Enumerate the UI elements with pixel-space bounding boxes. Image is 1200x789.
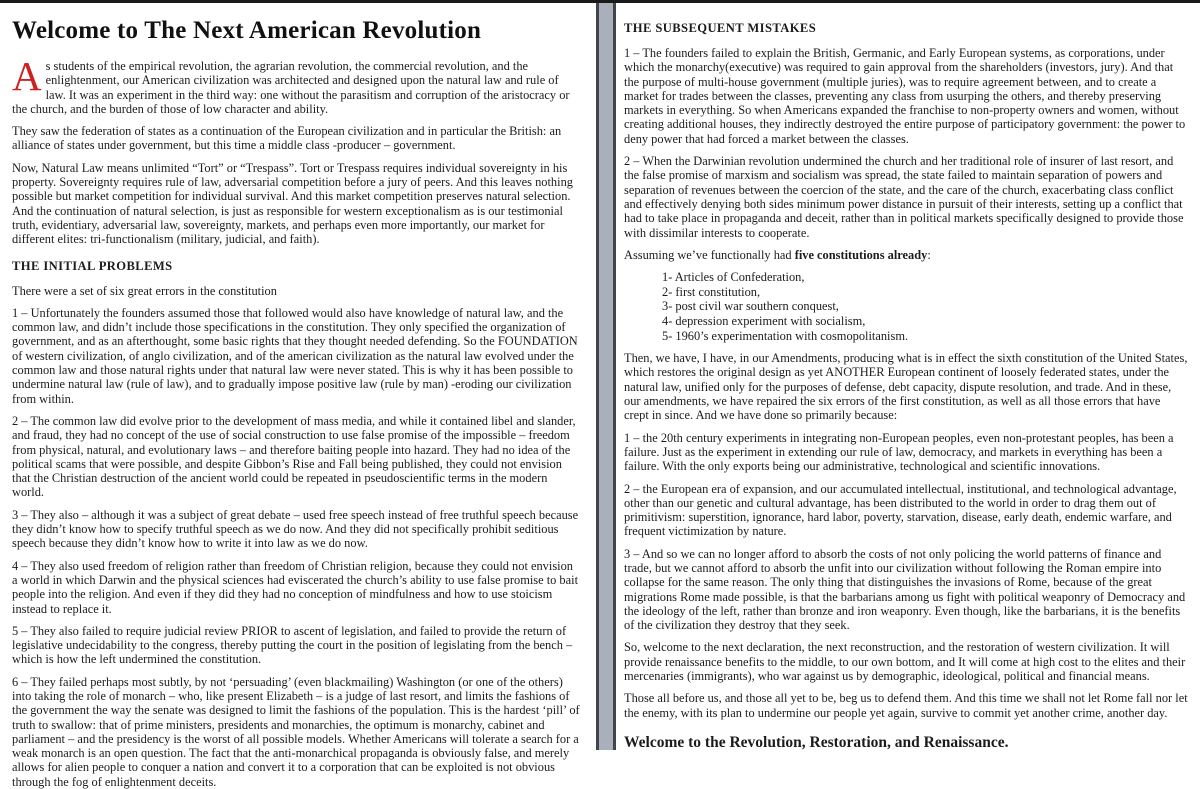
because-item-1: 1 – the 20th century experiments in integrating non-European peoples, even non-protestant peoples, has been a failure. Just as the experiment in extending our rule of law, democracy, and markets in everything has been a failure. With the only exports being our administrative, technological and scientific innovations. [624, 430, 1174, 474]
assuming-bold: five constitutions already [794, 247, 928, 262]
paragraph-then-amendments: Then, we have, I have, in our Amendments, producing what is in effect the sixth constitution of the United States, which restores the original design as yet ANOTHER European continent of loosely federated states, under the natural law, unified only for the purposes of defense, debt capacity, dispute resolution, and trade. And in these, our amendments, we have repaired the six errors of the first constitution, as well as all those errors that have crept in since. And we have done so primarily because: [624, 351, 1188, 423]
document-title: Welcome to The Next American Revolution [12, 17, 482, 44]
assuming-suffix: : [927, 247, 931, 262]
constitution-item-3: 3- post civil war southern conquest, [662, 299, 839, 314]
error-item-3: 3 – They also – although it was a subject of great debate – used free speech instead of free truthful speech because they didn’t know how to specify truthful speech as we do now. And they did not specifically prohibit seditious speech because they didn’t know how to write it into law as we do now. [12, 507, 579, 551]
heading-subsequent-mistakes: THE SUBSEQUENT MISTAKES [624, 21, 817, 35]
paragraph-natural-law: Now, Natural Law means unlimited “Tort” or “Trespass”. Tort or Trespass requires individual sovereignty in his property. Sovereignty requires rule of law, adversarial competition before a jury of peers. And this leaves nothing possible but market competition for individual survival. And this market competition preserves natural selection. And the continuation of natural selection, is just as responsible for western exceptionalism as is our testimonial truth, evidentiary, adversarial law, sovereignty, markets, and perhaps even more importantly, our market for different elites: tri-functionalism (military, judicial, and faith). [12, 160, 573, 247]
error-item-5: 5 – They also failed to require judicial review PRIOR to ascent of legislation, and failed to provide the return of legislative undecidability to the congress, thereby putting the court in the position of legislating from the bench – which is how the left undermined the constitution. [12, 623, 573, 667]
drop-cap-letter: A [12, 53, 42, 99]
mistake-item-1: 1 – The founders failed to explain the British, Germanic, and Early European systems, as corporations, under which the monarchy(executive) was required to gain approval from the shareholders (investors, jury). And that the purpose of multi-house government (multiple juries), was to require agreement between, and to create a market for trades between the classes, preventing any class from usurping the others, and thereby preserving markets in everything. So when Americans expanded the franchise to non-property owners and women, without creating additional houses, they indirectly destroyed the entire purpose of participatory government: the power to deny power that had forced a market between the classes. [624, 46, 1186, 146]
intro-paragraph [12, 53, 580, 116]
heading-initial-problems: THE INITIAL PROBLEMS [12, 258, 173, 273]
constitution-item-5: 5- 1960’s experimentation with cosmopolitanism. [662, 328, 909, 343]
error-item-1: 1 – Unfortunately the founders assumed those that followed would also have knowledge of natural law, and the common law, and didn’t include those specifications in the constitution. They only specified the organization of government, and as an afterthought, some basic rights that they thought needed defending. So the FOUNDATION of western civilization, of anglo civilization, and of the american civilization as the natural law evolved under the common law and those natural rights under that natural law were never stated. This is why it has been possible to undermine natural law (rule of law), and to gradually impose positive law (rule by man) -eroding our civilization from within. [12, 305, 578, 406]
page-divider [596, 3, 616, 750]
constitutions-list [662, 270, 1188, 343]
constitution-item-4: 4- depression experiment with socialism, [662, 313, 866, 328]
right-column [616, 3, 1200, 755]
assuming-line [624, 248, 1188, 262]
mistake-item-2: 2 – When the Darwinian revolution undermined the church and her traditional role of insurer of last resort, and the false promise of marxism and socialism was spread, the state failed to maintain separation of powers and separation of revenues between the coercion of the state, and the care of the church, exacerbating class conflict and effectively denying both sides minimum power distance in pursuit of their interests, setting up a conflict that had to take place in propaganda and deceit, rather than in political markets specifically designed to provide those with dissimilar interests to cooperate. [624, 154, 1184, 240]
paragraph-federation: They saw the federation of states as a continuation of the European civilization and in particular the British: an alliance of states under government, but this time a middle class -producer – government. [12, 124, 562, 153]
because-item-2: 2 – the European era of expansion, and our accumulated intellectual, institutional, and technological advantage, other than our genetic and cultural advantage, has been distributed to the world in order to drag them out of primitivism: superstition, ignorance, hard labor, poverty, starvation, disease, early death, endemic warfare, and frequent victimization by nature. [624, 481, 1177, 539]
error-item-6: 6 – They failed perhaps most subtly, by not ‘persuading’ (even blackmailing) Washington (or one of the others) into taking the role of monarch – who, like present Elizabeth – is a judge of last resort, and limits the fashions of the government the way the senate was designed to limit the fashions of the population. This is the hardest ‘pill’ of truth to swallow: that of prime ministers, presidents and monarchies, the optimum is monarchy, cabinet and parliament – and the presidency is the worst of all possible models. Whether Americans will tolerate a search for a weak monarch is an open question. The fact that the anti-monarchical propaganda is obviously false, and merely allows for alien people to conquer a nation and convert it to a corporation that can be exploited is not obvious through the fog of enlightenment deceits. [12, 674, 580, 789]
assuming-prefix: Assuming we’ve functionally had [624, 247, 795, 262]
left-column [0, 3, 596, 789]
paragraph-so-welcome: So, welcome to the next declaration, the next reconstruction, and the restoration of western civilization. It will provide renaissance benefits to the middle, to our own bottom, and It will come at high cost to the elites and their mercenaries (immigrants), who war against us by demographic, ideological, political and financial means. [624, 640, 1186, 684]
intro-paragraph-text: s students of the empirical revolution, the agrarian revolution, the commercial revolution, and the enlightenment, our American civilization was architected and designed upon the natural law and rule of law. It was an experiment in the third way: one without the parasitism and corruption of the aristocracy or the church, and the burden of those of low character and ability. [12, 59, 570, 116]
because-item-3: 3 – And so we can no longer afford to absorb the costs of not only policing the world patterns of finance and trade, but we cannot afford to absorb the unfit into our civilization without following the Roman empire into collapse for the same reason. The only thing that distinguishes the invasions of Rome, because of the great migrations Rome made possible, is that the barbarians among us fight with political weaponry of Democracy and the ideology of the left, rather than bronze and iron weaponry. Even though, like the barbarians, it is the benefits of the civilization they destroy that they seek. [624, 546, 1186, 633]
error-item-4: 4 – They also used freedom of religion rather than freedom of Christian religion, because they could not envision a world in which Darwin and the physical sciences had eviscerated the church’s ability to use false promise to bait people into the religion. And even if they did they had no conception of mindfulness and how to use stoicism instead to replace it. [12, 558, 579, 616]
closing-heading: Welcome to the Revolution, Restoration, and Renaissance. [624, 733, 1009, 751]
error-item-2: 2 – The common law did evolve prior to the development of mass media, and while it contained libel and slander, and fraud, they had no concept of the use of social construction to use false promise of the impossible – freedom from physical, natural, and evolutionary laws – and therefore baiting people into hazard. They had no idea of the political scams that were possible, and despite Gibbon’s Rise and Fall being published, they could not envision that the Christian destruction of the ancient world could be repeated in pseudoscientific terms in the modern world. [12, 413, 576, 500]
constitution-item-1: 1- Articles of Confederation, [662, 270, 805, 285]
paragraph-those-before: Those all before us, and those all yet to be, beg us to defend them. And this time we shall not let Rome fall nor let the enemy, with its plan to undermine our people yet again, survive to commit yet another crime, another day. [624, 691, 1188, 720]
errors-intro: There were a set of six great errors in the constitution [12, 283, 277, 298]
constitution-item-2: 2- first constitution, [662, 284, 761, 299]
